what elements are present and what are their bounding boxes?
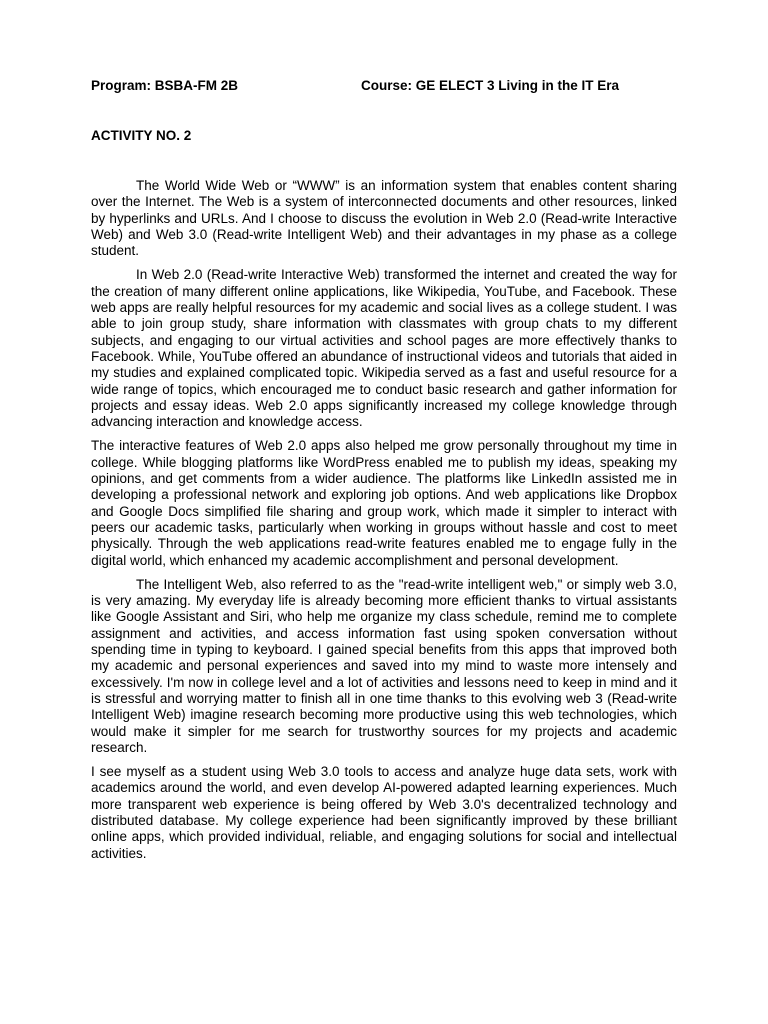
paragraph-web3-overview: The Intelligent Web, also referred to as the "read-write intelligent web," or simply web 3.0, is very amazing. My everyday life is already becoming more efficient thanks to virtual assistants like Google Assistant and Siri, who help me organize my class schedule, remind me to complete assignment and activities, and access information fast using spoken conversation without spending time in typing to keyboard. I gained special benefits from this apps that improved both my academic and personal experiences and saved into my mind to waste more intensely and excessively. I'm now in college level and a lot of activities and lessons need to keep in mind and it is stressful and worrying matter to finish all in one time thanks to this evolving web 3 (Read-write Intelligent Web) imagine research becoming more productive using this web technologies, which would make it simpler for me search for trustworthy sources for my projects and academic research. <box>91 576 677 755</box>
activity-title: ACTIVITY NO. 2 <box>91 128 192 143</box>
paragraph-intro: The World Wide Web or “WWW” is an information system that enables content sharing over the Internet. The Web is a system of interconnected documents and other resources, linked by hyperlinks and URLs. And I choose to discuss the evolution in Web 2.0 (Read-write Interactive Web) and Web 3.0 (Read-write Intelligent Web) and their advantages in my phase as a college student. <box>91 178 677 259</box>
paragraph-web2-overview: In Web 2.0 (Read-write Interactive Web) transformed the internet and created the way for the creation of many different online applications, like Wikipedia, YouTube, and Facebook. These web apps are really helpful resources for my academic and social lives as a college student. I was able to join group study, share information with classmates with group chats to my different subjects, and engaging to our virtual activities and school pages are more effectively thanks to Facebook. While, YouTube offered an abundance of instructional videos and tutorials that aided in my studies and explained complicated topic. Wikipedia served as a fast and useful resource for a wide range of topics, which encouraged me to conduct basic research and gather information for projects and essay ideas. Web 2.0 apps significantly increased my college knowledge through advancing interaction and knowledge access. <box>91 267 677 430</box>
paragraph-web2-personal: The interactive features of Web 2.0 apps also helped me grow personally throughout my time in college. While blogging platforms like WordPress enabled me to publish my ideas, speaking my opinions, and get comments from a wider audience. The platforms like LinkedIn assisted me in developing a professional network and exploring job options. And web applications like Dropbox and Google Docs simplified file sharing and group work, which made it simpler to interact with peers our academic tasks, particularly when working in groups without hassle and cost to meet physically. Through the web applications read-write features enabled me to engage fully in the digital world, which enhanced my academic accomplishment and personal development. <box>91 438 677 568</box>
document-body <box>91 178 677 870</box>
paragraph-web3-future: I see myself as a student using Web 3.0 tools to access and analyze huge data sets, work with academics around the world, and even develop AI-powered adapted learning experiences. Much more transparent web experience is being offered by Web 3.0's decentralized technology and distributed database. My college experience had been significantly improved by these brilliant online apps, which provided individual, reliable, and engaging solutions for social and intellectual activities. <box>91 764 677 861</box>
course-label: Course: GE ELECT 3 Living in the IT Era <box>361 78 620 93</box>
program-label: Program: BSBA-FM 2B <box>91 78 239 93</box>
document-header <box>91 78 691 96</box>
